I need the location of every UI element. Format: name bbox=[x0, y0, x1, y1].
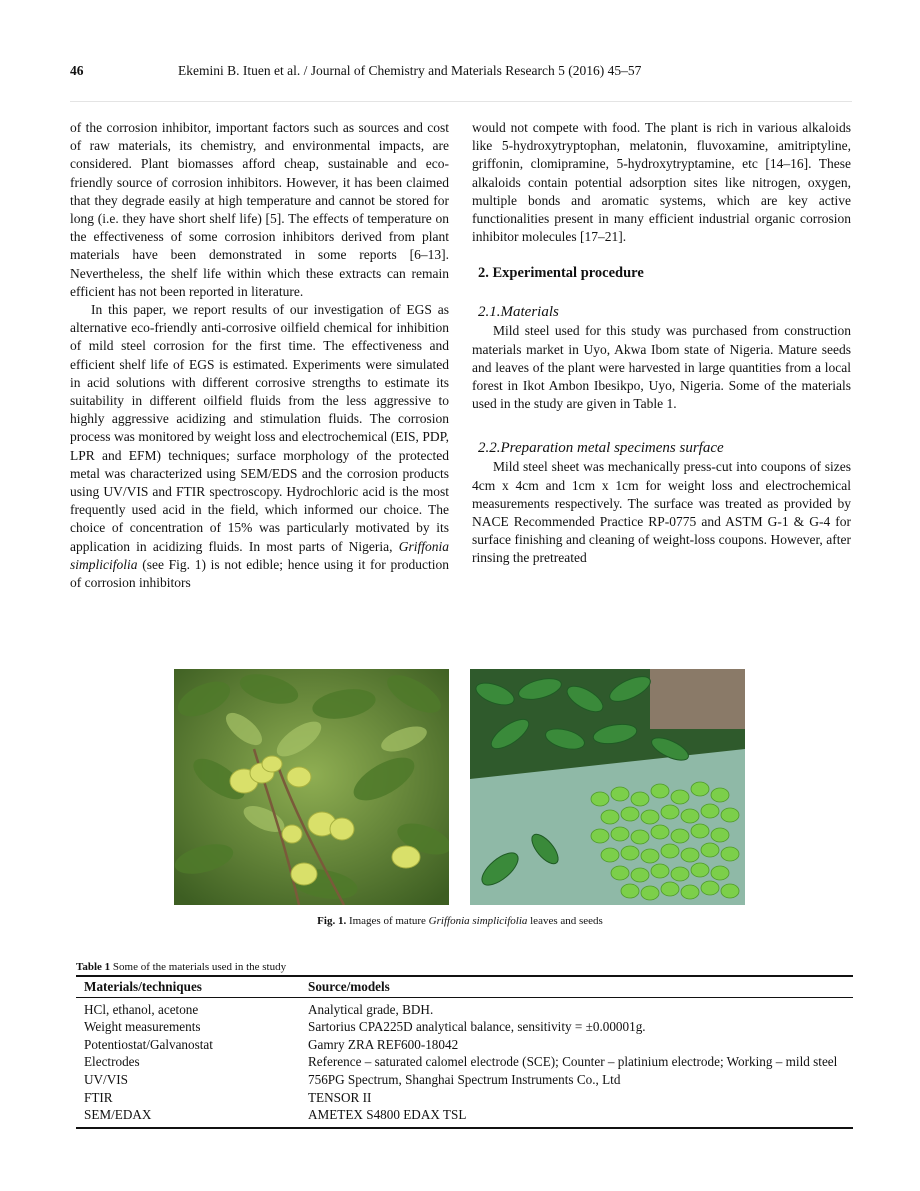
caption-text: leaves and seeds bbox=[527, 915, 603, 927]
table-cell: UV/VIS bbox=[84, 1071, 128, 1087]
paragraph: Mild steel used for this study was purchased from construction materials market in Uyo, Akwa Ibom state of Nigeria. Mature seeds and leaves of the plant were harvested in large quantities from a local forest in Ikot Ambon Ibesikpo, Uyo, Nigeria. Some of the materials used in the study are given in Table 1. bbox=[472, 323, 851, 412]
table-cell: TENSOR II bbox=[308, 1089, 372, 1105]
table-cell: AMETEX S4800 EDAX TSL bbox=[308, 1107, 467, 1123]
left-column bbox=[70, 119, 449, 592]
table-bottom-rule bbox=[76, 1127, 853, 1129]
running-head: Ekemini B. Ituen et al. / Journal of Chemistry and Materials Research 5 (2016) 45–57 bbox=[178, 63, 642, 78]
seeds-photo bbox=[470, 669, 745, 905]
figure-label: Fig. 1. bbox=[317, 915, 347, 927]
right-column bbox=[472, 119, 851, 568]
subsection-heading: 2.2.Preparation metal specimens surface bbox=[478, 440, 724, 457]
subsection-heading: 2.1.Materials bbox=[478, 304, 559, 321]
species-name: Griffonia simplicifolia bbox=[428, 915, 528, 927]
paragraph: would not compete with food. The plant is rich in various alkaloids like 5-hydroxytryptophan, melatonin, fluvoxamine, amitriptyline, griffonin, clomipramine, 5-hydroxytryptamine, etc [14–16]. These alkaloids contain potential adsorption sites like nitrogen, oxygen, multiple bonds and aromatic systems, which are key active functionalities present in many efficient industrial organic corrosion inhibitor molecules [17–21]. bbox=[472, 120, 851, 245]
column-header: Materials/techniques bbox=[84, 979, 202, 994]
paragraph bbox=[70, 301, 449, 592]
table-row bbox=[76, 1106, 853, 1124]
table-cell: 756PG Spectrum, Shanghai Spectrum Instruments Co., Ltd bbox=[308, 1071, 621, 1087]
table-label: Table 1 bbox=[76, 961, 111, 973]
paragraph-text: (see Fig. 1) is not edible; hence using it for production of corrosion inhibitors bbox=[70, 556, 449, 591]
table-row bbox=[76, 1071, 853, 1089]
leaves-photo bbox=[174, 669, 449, 905]
paragraph-text: In this paper, we report results of our investigation of EGS as alternative eco-friendly anti-corrosive oilfield chemical for inhibition of mild steel corrosion for the first time. The effectiveness and efficient shelf life of EGS is estimated. Experiments were simulated in acid solutions with different corrosive strengths to estimate its suitability in different oilfield fluids from the less aggressive to highly aggressive acidizing and stimulation fluids. The corrosion process was monitored by weight loss and electrochemical (EIS, PDP, LPR and EFM) techniques; surface morphology of the protected metal was characterized using SEM/EDS and the corrosion products using UV/VIS and FTIR spectroscopy. Hydrochloric acid is the most frequently used acid in the field, which informed our choice. The choice of concentration of 15% was particularly motivated by its application in acidizing fluids. In most parts of Nigeria, bbox=[70, 302, 449, 554]
table-cell: Electrodes bbox=[84, 1054, 140, 1070]
materials-table bbox=[76, 975, 853, 1129]
running-header bbox=[70, 63, 850, 85]
table-header-row bbox=[76, 977, 853, 997]
figure-caption bbox=[0, 915, 920, 927]
table-cell: Weight measurements bbox=[84, 1019, 201, 1035]
table-row bbox=[76, 1053, 853, 1071]
table-cell: Sartorius CPA225D analytical balance, sensitivity = ±0.00001g. bbox=[308, 1019, 646, 1035]
table-cell: FTIR bbox=[84, 1089, 113, 1105]
table-caption bbox=[76, 961, 286, 973]
table-cell: Reference – saturated calomel electrode (SCE); Counter – platinium electrode; Working – mild steel bbox=[308, 1054, 838, 1070]
table-row bbox=[76, 1089, 853, 1107]
paragraph: Mild steel sheet was mechanically press-cut into coupons of sizes 4cm x 4cm and 1cm x 1cm for weight loss and electrochemical measurements respectively. The surface was treated as provided by NACE Recommended Practice RP-0775 and ASTM G-1 & G-4 for surface finishing and cleaning of weight-loss coupons. However, after rinsing the pretreated bbox=[472, 459, 851, 566]
section-heading: 2. Experimental procedure bbox=[478, 265, 644, 282]
table-caption-text: Some of the materials used in the study bbox=[110, 961, 287, 973]
table-cell: Potentiostat/Galvanostat bbox=[84, 1036, 213, 1052]
species-name: Griffonia simplicifolia bbox=[70, 538, 449, 572]
table-row bbox=[76, 1018, 853, 1036]
page-number: 46 bbox=[70, 63, 84, 78]
column-header: Source/models bbox=[308, 979, 390, 994]
table-cell: Analytical grade, BDH. bbox=[308, 1001, 434, 1017]
paragraph: of the corrosion inhibitor, important factors such as sources and cost of raw materials, its chemistry, and environmental impacts, are considered. Plant biomasses afford cheap, sustainable and eco-friendly source of corrosion inhibitors. However, it has been claimed that they degrade easily at high temperature and cannot be stored for long (i.e. they have short shelf life) [5]. The effects of temperature on the effectiveness of some corrosion inhibitors derived from plant materials have been demonstrated in some reports [6–13]. Nevertheless, the shelf life within which these extracts can remain efficient has not been reported in literature. bbox=[70, 120, 449, 299]
table-cell: HCl, ethanol, acetone bbox=[84, 1001, 199, 1017]
table-row bbox=[76, 1036, 853, 1054]
table-cell: Gamry ZRA REF600-18042 bbox=[308, 1036, 459, 1052]
caption-text: Images of mature bbox=[346, 915, 429, 927]
table-row bbox=[76, 1001, 853, 1019]
header-divider bbox=[70, 101, 852, 102]
table-cell: SEM/EDAX bbox=[84, 1107, 152, 1123]
